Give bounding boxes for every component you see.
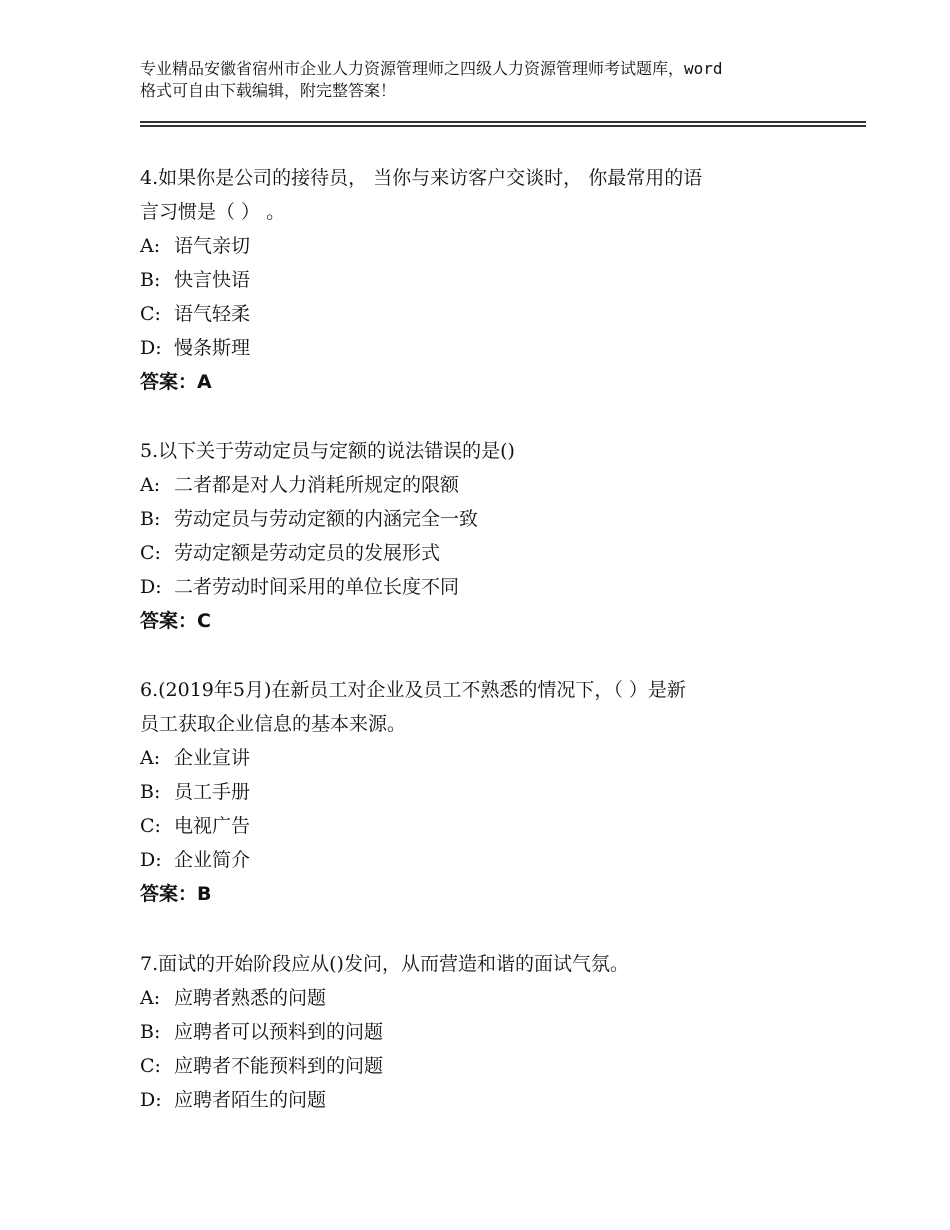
option-text: 应聘者可以预料到的问题 bbox=[174, 1021, 384, 1043]
question-stem-line: 5.以下关于劳动定员与定额的说法错误的是() bbox=[140, 440, 515, 462]
question-6 bbox=[140, 673, 840, 911]
option-key: C: bbox=[140, 815, 161, 837]
answer-label: 答案：C bbox=[140, 610, 211, 632]
option-a bbox=[140, 229, 840, 263]
option-key: C: bbox=[140, 1055, 161, 1077]
option-text: 二者都是对人力消耗所规定的限额 bbox=[174, 474, 460, 496]
option-c bbox=[140, 297, 840, 331]
option-text: 快言快语 bbox=[174, 269, 251, 291]
question-stem-line: 6.(2019年5月)在新员工对企业及员工不熟悉的情况下，（ ）是新 bbox=[140, 679, 686, 701]
option-key: D: bbox=[140, 849, 162, 871]
option-key: B: bbox=[140, 781, 161, 803]
option-text: 慢条斯理 bbox=[174, 337, 251, 359]
header-line-1: 专业精品安徽省宿州市企业人力资源管理师之四级人力资源管理师考试题库，word bbox=[140, 59, 723, 78]
option-text: 应聘者陌生的问题 bbox=[174, 1089, 327, 1111]
option-text: 员工手册 bbox=[174, 781, 251, 803]
option-d bbox=[140, 570, 840, 604]
option-key: A: bbox=[140, 987, 161, 1009]
option-text: 应聘者不能预料到的问题 bbox=[174, 1055, 384, 1077]
answer-label: 答案：B bbox=[140, 883, 212, 905]
option-key: D: bbox=[140, 337, 162, 359]
option-key: B: bbox=[140, 508, 161, 530]
option-d bbox=[140, 331, 840, 365]
option-d bbox=[140, 1083, 840, 1117]
header-line-2: 格式可自由下载编辑，附完整答案！ bbox=[140, 81, 397, 100]
question-stem-line: 4.如果你是公司的接待员， 当你与来访客户交谈时， 你最常用的语 bbox=[140, 167, 703, 189]
option-b bbox=[140, 502, 840, 536]
option-c bbox=[140, 809, 840, 843]
option-key: A: bbox=[140, 474, 161, 496]
option-key: D: bbox=[140, 1089, 162, 1111]
question-4 bbox=[140, 161, 840, 399]
option-key: B: bbox=[140, 1021, 161, 1043]
option-b bbox=[140, 775, 840, 809]
document-header bbox=[140, 58, 830, 102]
question-stem-line: 员工获取企业信息的基本来源。 bbox=[140, 713, 407, 735]
option-text: 企业简介 bbox=[174, 849, 251, 871]
question-7 bbox=[140, 947, 840, 1117]
option-key: C: bbox=[140, 542, 161, 564]
question-stem-line: 7.面试的开始阶段应从()发问，从而营造和谐的面试气氛。 bbox=[140, 953, 629, 975]
option-a bbox=[140, 468, 840, 502]
option-text: 电视广告 bbox=[174, 815, 251, 837]
option-c bbox=[140, 536, 840, 570]
option-text: 二者劳动时间采用的单位长度不同 bbox=[174, 576, 460, 598]
option-key: D: bbox=[140, 576, 162, 598]
option-text: 企业宣讲 bbox=[174, 747, 251, 769]
option-d bbox=[140, 843, 840, 877]
option-key: B: bbox=[140, 269, 161, 291]
option-key: A: bbox=[140, 235, 161, 257]
option-text: 语气亲切 bbox=[174, 235, 251, 257]
option-text: 劳动定额是劳动定员的发展形式 bbox=[174, 542, 441, 564]
option-key: C: bbox=[140, 303, 161, 325]
option-b bbox=[140, 263, 840, 297]
option-key: A: bbox=[140, 747, 161, 769]
option-text: 劳动定员与劳动定额的内涵完全一致 bbox=[174, 508, 479, 530]
header-rule-bottom bbox=[140, 125, 866, 127]
option-a bbox=[140, 741, 840, 775]
question-5 bbox=[140, 434, 840, 638]
option-text: 语气轻柔 bbox=[174, 303, 251, 325]
answer-label: 答案：A bbox=[140, 371, 212, 393]
option-a bbox=[140, 981, 840, 1015]
header-rule-top bbox=[140, 121, 866, 123]
question-stem-line: 言习惯是（ ） 。 bbox=[140, 201, 286, 223]
option-b bbox=[140, 1015, 840, 1049]
option-text: 应聘者熟悉的问题 bbox=[174, 987, 327, 1009]
option-c bbox=[140, 1049, 840, 1083]
